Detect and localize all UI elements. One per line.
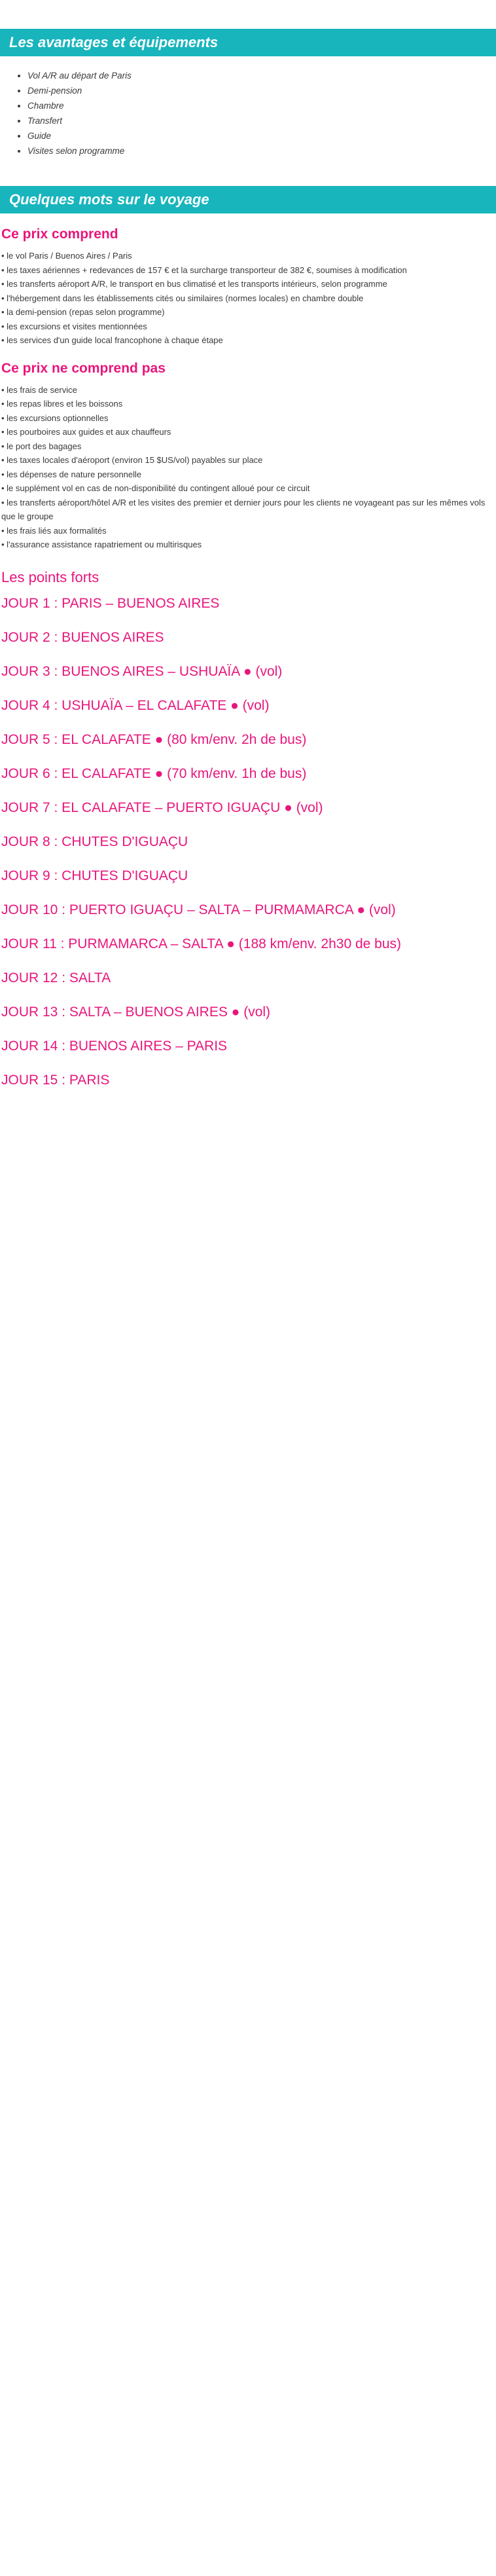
list-item: • la demi-pension (repas selon programme) [1, 305, 495, 320]
list-item: • les taxes locales d'aéroport (environ 15 $US/vol) payables sur place [1, 453, 495, 468]
list-item: • Demi-pension [27, 83, 496, 98]
day-heading: JOUR 13 : SALTA – BUENOS AIRES ● (vol) [1, 1004, 271, 1020]
list-item: • l'assurance assistance rapatriement ou multirisques [1, 538, 495, 552]
excludes-list [0, 383, 496, 552]
day-heading: JOUR 2 : BUENOS AIRES [1, 629, 164, 645]
excludes-heading: Ce prix ne comprend pas [1, 360, 166, 376]
advantages-heading: Les avantages et équipements [0, 29, 496, 56]
list-item: • les frais liés aux formalités [1, 524, 495, 538]
day-heading: JOUR 10 : PUERTO IGUAÇU – SALTA – PURMAMARCA ● (vol) [1, 902, 396, 917]
day-heading: JOUR 15 : PARIS [1, 1072, 110, 1088]
list-item: • Visites selon programme [27, 143, 496, 158]
list-item: • les transferts aéroport A/R, le transport en bus climatisé et les transports intérieurs, selon programme [1, 277, 495, 291]
list-item: • les taxes aériennes + redevances de 157 € et la surcharge transporteur de 382 €, soumises à modification [1, 263, 495, 278]
list-item: • les transferts aéroport/hôtel A/R et les visites des premier et dernier jours pour les clients ne voyageant pas sur les mêmes vols que le groupe [1, 496, 495, 524]
list-item: • les repas libres et les boissons [1, 397, 495, 411]
list-item: • les dépenses de nature personnelle [1, 468, 495, 482]
list-item: • les frais de service [1, 383, 495, 397]
day-heading: JOUR 1 : PARIS – BUENOS AIRES [1, 595, 220, 611]
list-item: • l'hébergement dans les établissements cités ou similaires (normes locales) en chambre double [1, 291, 495, 306]
list-item: • Vol A/R au départ de Paris [27, 68, 496, 83]
advantages-list [0, 68, 496, 158]
day-heading: JOUR 9 : CHUTES D'IGUAÇU [1, 868, 188, 883]
includes-list [0, 249, 496, 348]
day-heading: JOUR 5 : EL CALAFATE ● (80 km/env. 2h de bus) [1, 731, 307, 747]
day-heading: JOUR 11 : PURMAMARCA – SALTA ● (188 km/env. 2h30 de bus) [1, 936, 402, 951]
list-item: • Chambre [27, 98, 496, 113]
day-heading: JOUR 4 : USHUAÏA – EL CALAFATE ● (vol) [1, 697, 270, 713]
day-heading: JOUR 7 : EL CALAFATE – PUERTO IGUAÇU ● (vol) [1, 800, 323, 815]
list-item: • les services d'un guide local francophone à chaque étape [1, 333, 495, 348]
list-item: • le port des bagages [1, 439, 495, 454]
day-heading: JOUR 14 : BUENOS AIRES – PARIS [1, 1038, 228, 1054]
list-item: • le supplément vol en cas de non-disponibilité du contingent alloué pour ce circuit [1, 481, 495, 496]
page [0, 29, 496, 1089]
includes-heading: Ce prix comprend [1, 227, 118, 242]
day-heading: JOUR 8 : CHUTES D'IGUAÇU [1, 834, 188, 849]
list-item: • les excursions optionnelles [1, 411, 495, 426]
list-item: • Guide [27, 128, 496, 143]
day-heading: JOUR 12 : SALTA [1, 970, 111, 985]
list-item: • Transfert [27, 113, 496, 128]
list-item: • le vol Paris / Buenos Aires / Paris [1, 249, 495, 263]
day-heading: JOUR 3 : BUENOS AIRES – USHUAÏA ● (vol) [1, 663, 283, 679]
itinerary [0, 595, 496, 1089]
highlights-heading: Les points forts [1, 568, 99, 585]
list-item: • les excursions et visites mentionnées [1, 320, 495, 334]
trip-words-heading: Quelques mots sur le voyage [0, 186, 496, 213]
list-item: • les pourboires aux guides et aux chauffeurs [1, 425, 495, 439]
day-heading: JOUR 6 : EL CALAFATE ● (70 km/env. 1h de bus) [1, 765, 307, 781]
